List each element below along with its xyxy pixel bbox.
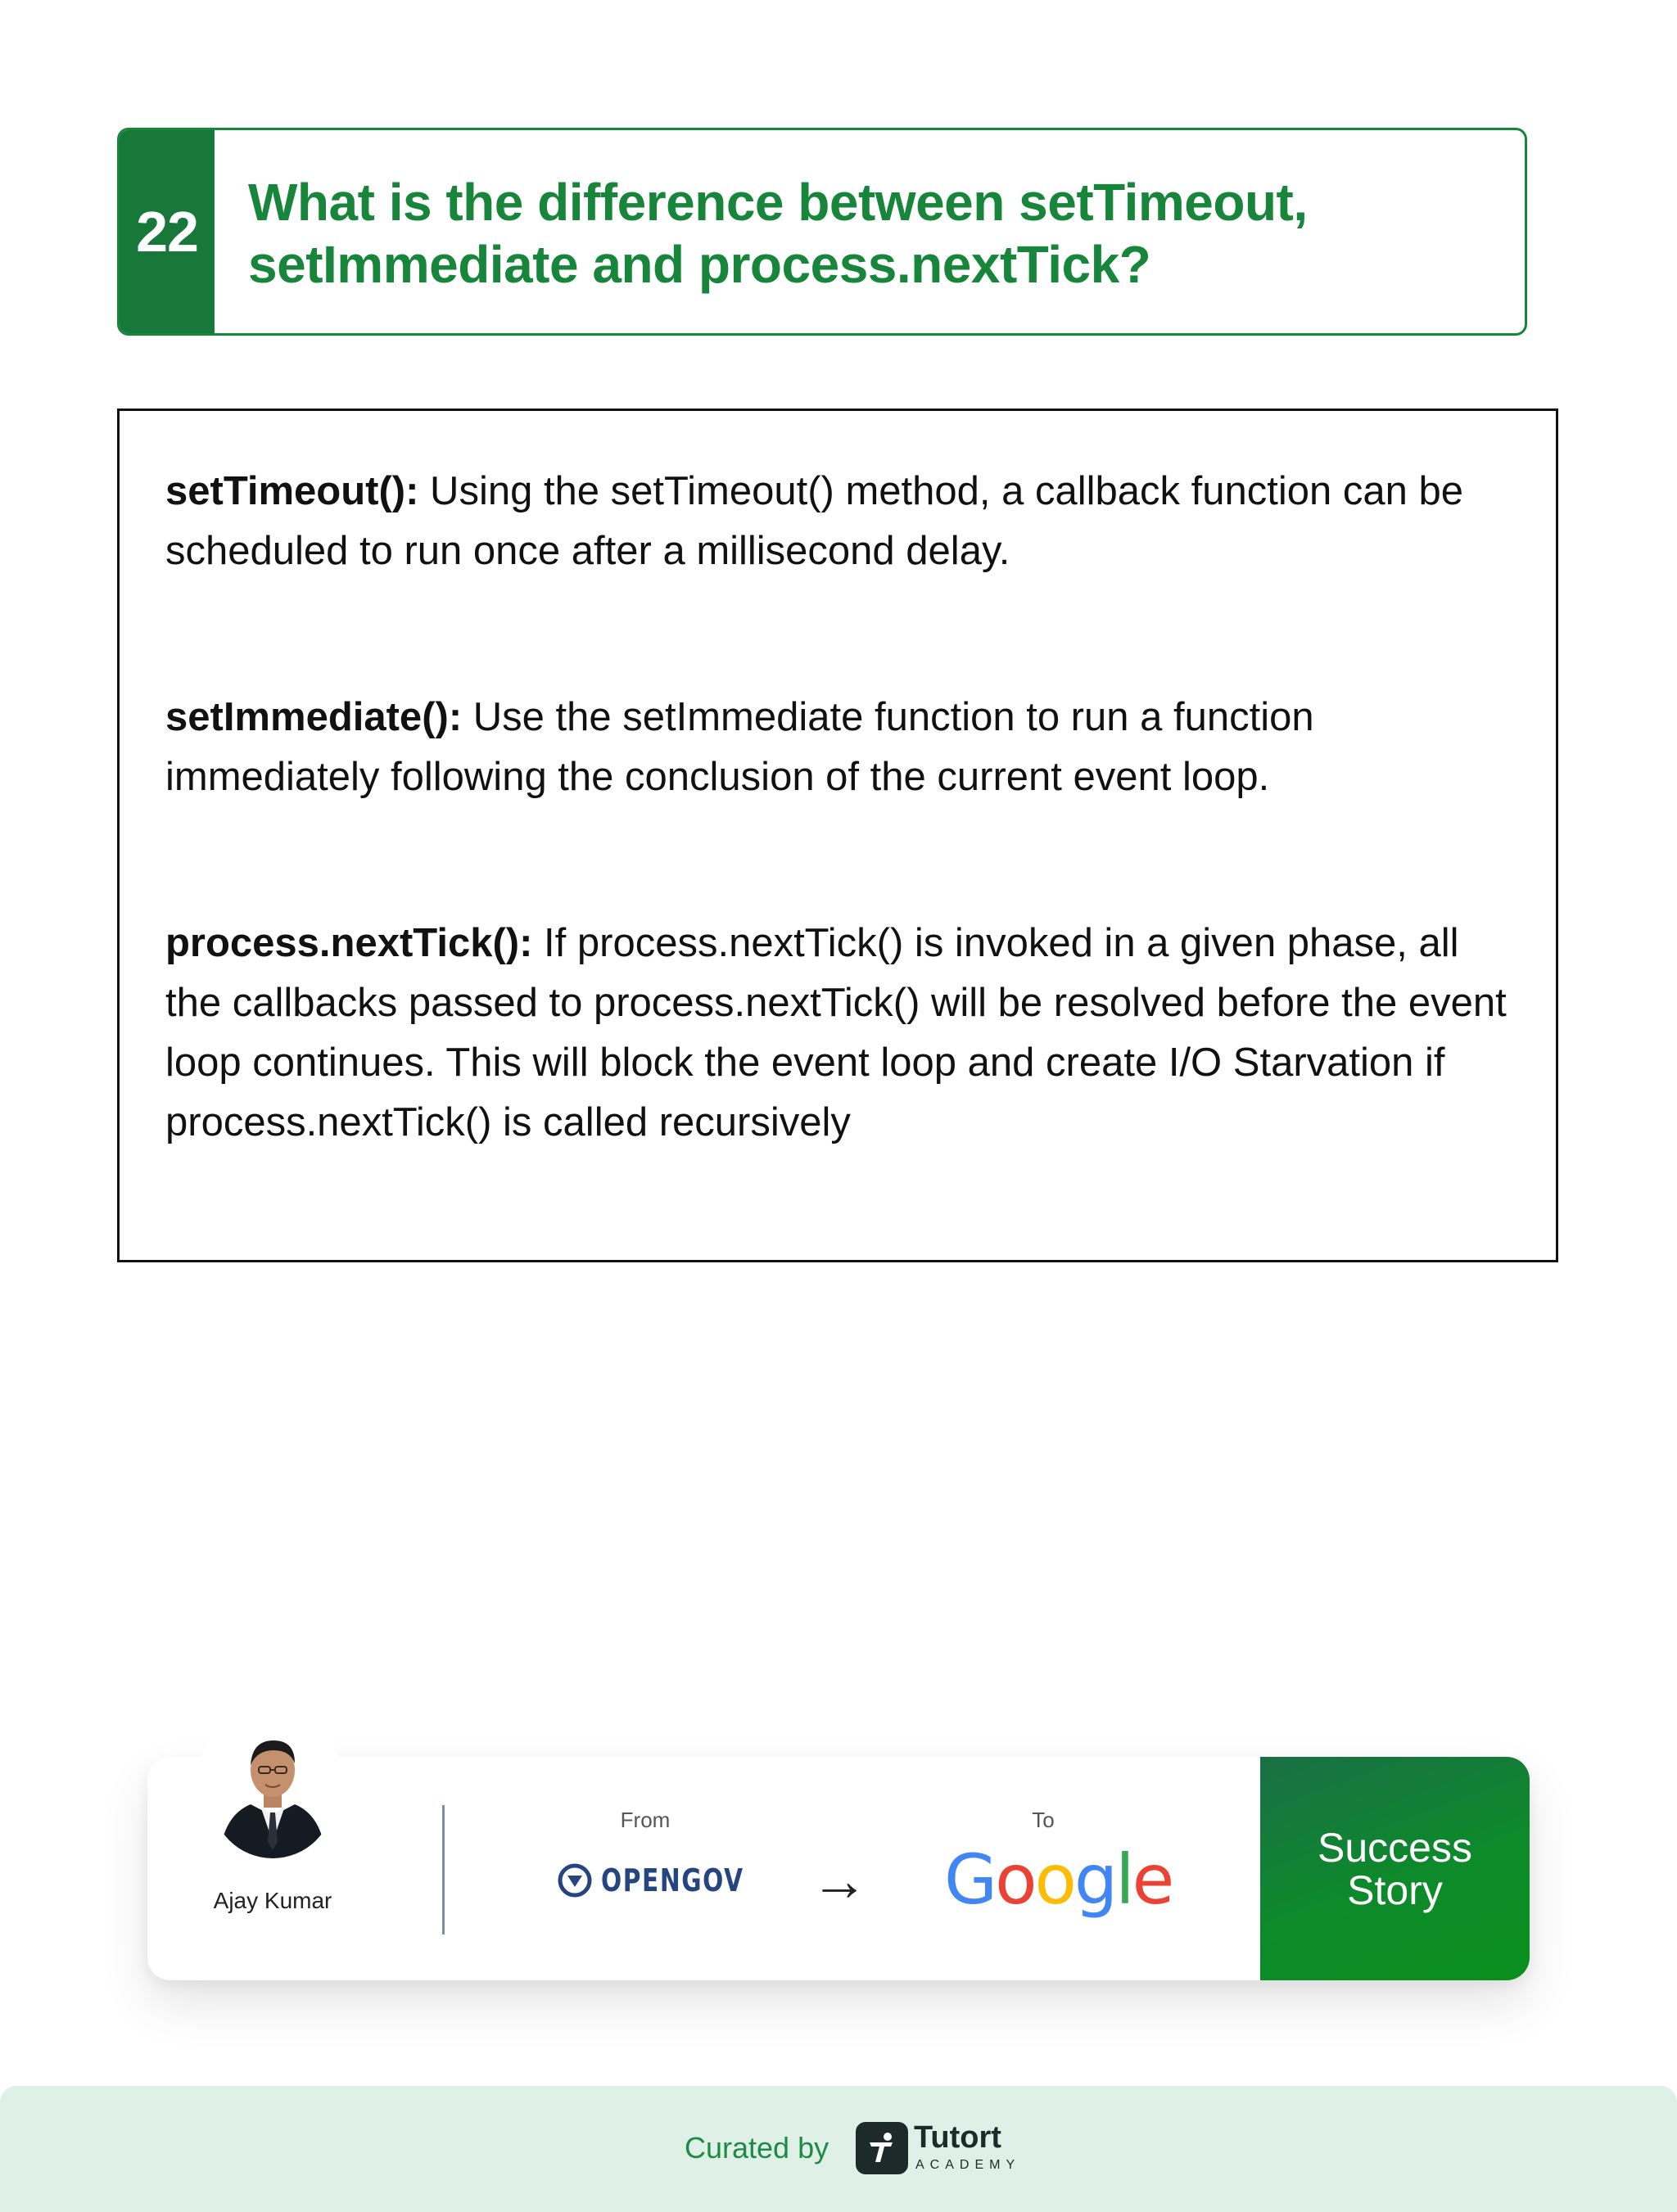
- tutort-logo-icon: [856, 2122, 908, 2174]
- tutort-figure-icon: [863, 2129, 901, 2167]
- answer-settimeout: [165, 462, 1525, 581]
- from-company: OPENGOV: [601, 1862, 744, 1898]
- answer-box: [117, 409, 1558, 1262]
- answer-text: Use the setImmediate function to run a function immediately following the conclusion of the current event loop.: [165, 695, 1314, 799]
- answer-term: setImmediate():: [165, 695, 463, 739]
- curated-by-label: Curated by: [685, 2131, 829, 2165]
- google-letter: o: [995, 1840, 1035, 1920]
- person-name: Ajay Kumar: [213, 1888, 332, 1913]
- google-letter: o: [1034, 1840, 1074, 1920]
- success-story-badge: [1260, 1757, 1530, 1980]
- to-label: To: [1032, 1808, 1055, 1832]
- divider: [442, 1805, 445, 1934]
- person-photo-icon: [211, 1719, 334, 1858]
- opengov-logo: [557, 1860, 784, 1901]
- question-header: [117, 128, 1527, 336]
- footer: [0, 2086, 1677, 2212]
- badge-line-2: Story: [1347, 1867, 1443, 1913]
- answer-term: process.nextTick():: [165, 921, 533, 965]
- answer-nexttick: [165, 914, 1525, 1153]
- from-label: From: [620, 1808, 671, 1832]
- badge-line-1: Success: [1318, 1824, 1472, 1871]
- google-letter: g: [1074, 1840, 1116, 1920]
- brand-name: Tutort: [914, 2120, 1001, 2155]
- avatar: [211, 1719, 334, 1858]
- answer-text: If process.nextTick() is invoked in a given phase, all the callbacks passed to process.nextTick() will be resolved before the event loop continues. This will block the event loop and create I/O Starvation if process.nextTick() is called recursively: [165, 921, 1507, 1144]
- answer-term: setTimeout():: [165, 469, 419, 513]
- question-number: 22: [120, 130, 215, 333]
- brand-subtitle: ACADEMY: [915, 2158, 1021, 2172]
- google-logo: [944, 1839, 1172, 1921]
- opengov-icon: [557, 1862, 593, 1898]
- google-letter: e: [1132, 1840, 1173, 1920]
- answer-text: Using the setTimeout() method, a callback function can be scheduled to run once after a millisecond delay.: [165, 469, 1463, 573]
- arrow-right-icon: →: [811, 1849, 868, 1912]
- google-letter: l: [1115, 1840, 1132, 1920]
- google-letter: G: [944, 1840, 996, 1920]
- answer-setimmediate: [165, 688, 1525, 807]
- question-title: What is the difference between setTimeout, setImmediate and process.nextTick?: [248, 173, 1308, 294]
